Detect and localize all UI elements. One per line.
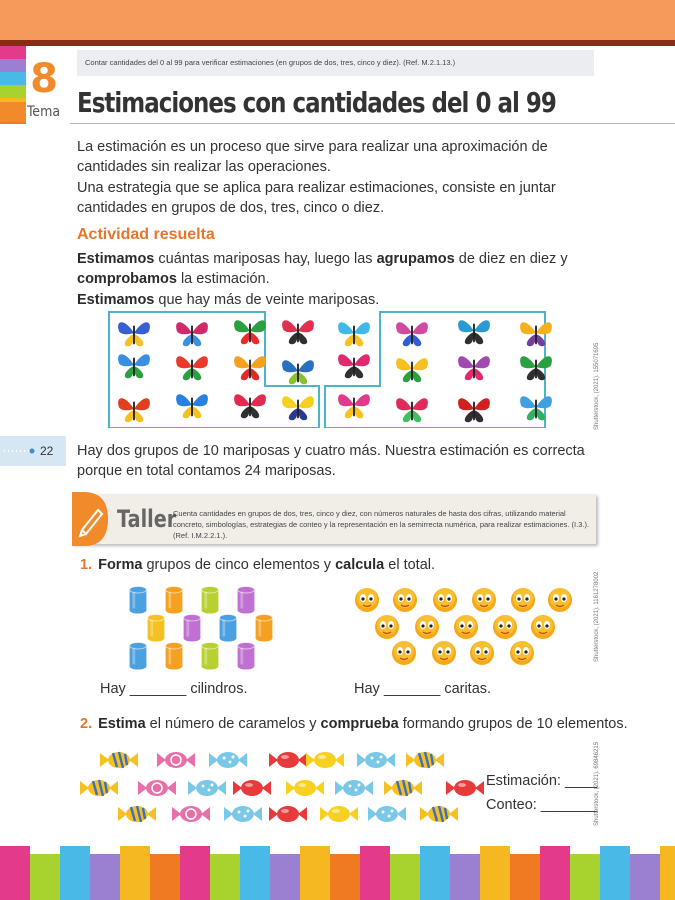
bottom-stripe	[210, 854, 240, 900]
candy-icon	[224, 804, 262, 824]
bottom-stripe	[30, 854, 60, 900]
bottom-stripe	[570, 854, 600, 900]
candy-icon	[188, 778, 226, 798]
page-number: 22	[40, 444, 54, 458]
top-banner	[0, 0, 675, 40]
top-banner-stripe	[0, 40, 675, 46]
smiley-face-icon	[510, 587, 536, 613]
smiley-face-icon	[391, 640, 417, 666]
smiley-face-icon	[374, 614, 400, 640]
bottom-stripe	[390, 854, 420, 900]
candy-icon	[100, 750, 138, 770]
bottom-stripe	[600, 846, 630, 900]
candy-icon	[368, 804, 406, 824]
butterfly-icon	[392, 394, 432, 426]
reference-bar: Contar cantidades del 0 al 99 para verificar estimaciones (en grupos de dos, tres, cinco y diez). (Ref. M.2.1.13.)	[77, 50, 594, 76]
photo-credit-2: Shutterstock, (2021). 1161278002	[594, 571, 600, 662]
cylinder-icon	[254, 614, 274, 642]
butterfly-icon	[516, 318, 556, 350]
cylinder-icon	[146, 614, 166, 642]
smiley-face-icon	[392, 587, 418, 613]
smiley-face-icon	[530, 614, 556, 640]
candy-icon	[233, 778, 271, 798]
candy-icon	[384, 778, 422, 798]
smiley-face-icon	[432, 587, 458, 613]
cylinder-icon	[218, 614, 238, 642]
bottom-stripe	[540, 846, 570, 900]
smiley-face-icon	[547, 587, 573, 613]
butterfly-icon	[114, 318, 154, 350]
page-title: Estimaciones con cantidades del 0 al 99	[77, 86, 556, 119]
bottom-stripe	[660, 846, 675, 900]
smiley-face-icon	[431, 640, 457, 666]
candy-icon	[420, 804, 458, 824]
section-heading: Actividad resuelta	[77, 226, 215, 243]
bottom-stripe	[180, 846, 210, 900]
bottom-stripe	[420, 846, 450, 900]
intro-paragraph-1: La estimación es un proceso que sirve para realizar una aproximación de cantidades sin realizar las operaciones.	[77, 139, 548, 175]
candy-icon	[286, 778, 324, 798]
bottom-stripe	[240, 846, 270, 900]
bottom-stripe	[270, 854, 300, 900]
butterfly-icon	[230, 352, 270, 384]
butterfly-icon	[172, 390, 212, 422]
title-divider	[70, 123, 675, 124]
resuelta-conclusion: Hay dos grupos de 10 mariposas y cuatro más. Nuestra estimación es correcta porque en total contamos 24 mariposas.	[77, 443, 585, 479]
tema-label-bar	[0, 102, 26, 122]
butterfly-icon	[172, 318, 212, 350]
resuelta-sentence-1: Estimamos cuántas mariposas hay, luego las agrupamos de diez en diez y comprobamos la estimación.	[77, 251, 568, 287]
exercise-1-statement: 1. Forma grupos de cinco elementos y calcula el total.	[80, 557, 436, 573]
estimation-field: Estimación: ____	[486, 773, 598, 789]
bottom-stripe	[360, 846, 390, 900]
bottom-stripe	[330, 854, 360, 900]
smiley-face-icon	[469, 640, 495, 666]
butterfly-icon	[516, 352, 556, 384]
tema-label: Tema	[27, 104, 61, 120]
candy-icon	[320, 804, 358, 824]
candy-icon	[446, 778, 484, 798]
bottom-stripe	[510, 854, 540, 900]
cylinder-icon	[164, 586, 184, 614]
candy-icon	[80, 778, 118, 798]
candy-icon	[406, 750, 444, 770]
butterfly-icon	[172, 352, 212, 384]
answer-blank[interactable]: _______	[129, 681, 187, 697]
answer-blank[interactable]: _______	[383, 681, 441, 697]
photo-credit-3: Shutterstock, (2021). 69846215	[594, 741, 600, 826]
count-field: Conteo: _______	[486, 797, 598, 813]
candy-icon	[172, 804, 210, 824]
candy-icon	[269, 750, 307, 770]
exercise-2-statement: 2. Estima el número de caramelos y comprueba formando grupos de 10 elementos.	[80, 716, 628, 732]
butterfly-icon	[114, 394, 154, 426]
butterfly-icon	[516, 392, 556, 424]
bottom-stripe	[480, 846, 510, 900]
butterfly-icon	[392, 354, 432, 386]
candy-icon	[269, 804, 307, 824]
answer-cylinders: Hay _______ cilindros.	[100, 681, 248, 697]
cylinder-icon	[236, 586, 256, 614]
smiley-face-icon	[414, 614, 440, 640]
candy-icon	[335, 778, 373, 798]
resuelta-sentence-2: Estimamos que hay más de veinte mariposas.	[77, 292, 380, 308]
butterfly-icon	[454, 352, 494, 384]
cylinder-icon	[200, 586, 220, 614]
smiley-face-icon	[354, 587, 380, 613]
candy-icon	[118, 804, 156, 824]
cylinder-icon	[128, 586, 148, 614]
answer-faces: Hay _______ caritas.	[354, 681, 492, 697]
bottom-stripe	[120, 846, 150, 900]
bottom-stripe	[450, 854, 480, 900]
candy-icon	[209, 750, 247, 770]
tema-number: 8	[30, 56, 58, 102]
smiley-face-icon	[509, 640, 535, 666]
page-number-bar	[0, 436, 66, 466]
butterfly-icon	[114, 350, 154, 382]
taller-title: Taller	[117, 505, 177, 533]
cylinder-icon	[128, 642, 148, 670]
smiley-face-icon	[453, 614, 479, 640]
butterfly-icon	[392, 318, 432, 350]
butterfly-icon	[454, 316, 494, 348]
cylinder-icon	[200, 642, 220, 670]
bottom-color-stripes	[0, 846, 675, 900]
bottom-stripe	[60, 846, 90, 900]
butterfly-icon	[278, 356, 318, 388]
bottom-stripe	[90, 854, 120, 900]
cylinder-icon	[236, 642, 256, 670]
count-blank[interactable]: _______	[540, 797, 598, 813]
dots-icon	[0, 436, 40, 466]
butterfly-icon	[230, 316, 270, 348]
smiley-face-icon	[471, 587, 497, 613]
butterfly-icon	[334, 350, 374, 382]
butterfly-icon	[230, 390, 270, 422]
bottom-stripe	[150, 854, 180, 900]
photo-credit: Shutterstock, (2021). 155071695	[594, 342, 600, 430]
candy-icon	[157, 750, 195, 770]
bottom-stripe	[300, 846, 330, 900]
taller-description: Cuenta cantidades en grupos de dos, tres, cinco y diez, con números naturales de hasta dos cifras, utilizando material concreto, simbologías, estrategias de conteo y la representación en la semirrecta numérica, para realizar estimaciones. (I.3.). (Ref. I.M.2.2.1.).	[173, 509, 590, 540]
bottom-stripe	[0, 846, 30, 900]
candy-icon	[357, 750, 395, 770]
estimation-blank[interactable]: ____	[564, 773, 598, 789]
cylinder-icon	[182, 614, 202, 642]
bottom-stripe	[630, 854, 660, 900]
pencil-icon	[72, 492, 108, 546]
butterfly-icon	[454, 394, 494, 426]
candy-icon	[138, 778, 176, 798]
butterfly-icon	[334, 390, 374, 422]
smiley-face-icon	[492, 614, 518, 640]
intro-paragraph-2: Una estrategia que se aplica para realizar estimaciones, consiste en juntar cantidades en grupos de dos, tres, cinco o diez.	[77, 180, 556, 216]
butterfly-icon	[278, 392, 318, 424]
candy-icon	[306, 750, 344, 770]
butterfly-icon	[278, 316, 318, 348]
cylinder-icon	[164, 642, 184, 670]
butterfly-icon	[334, 318, 374, 350]
